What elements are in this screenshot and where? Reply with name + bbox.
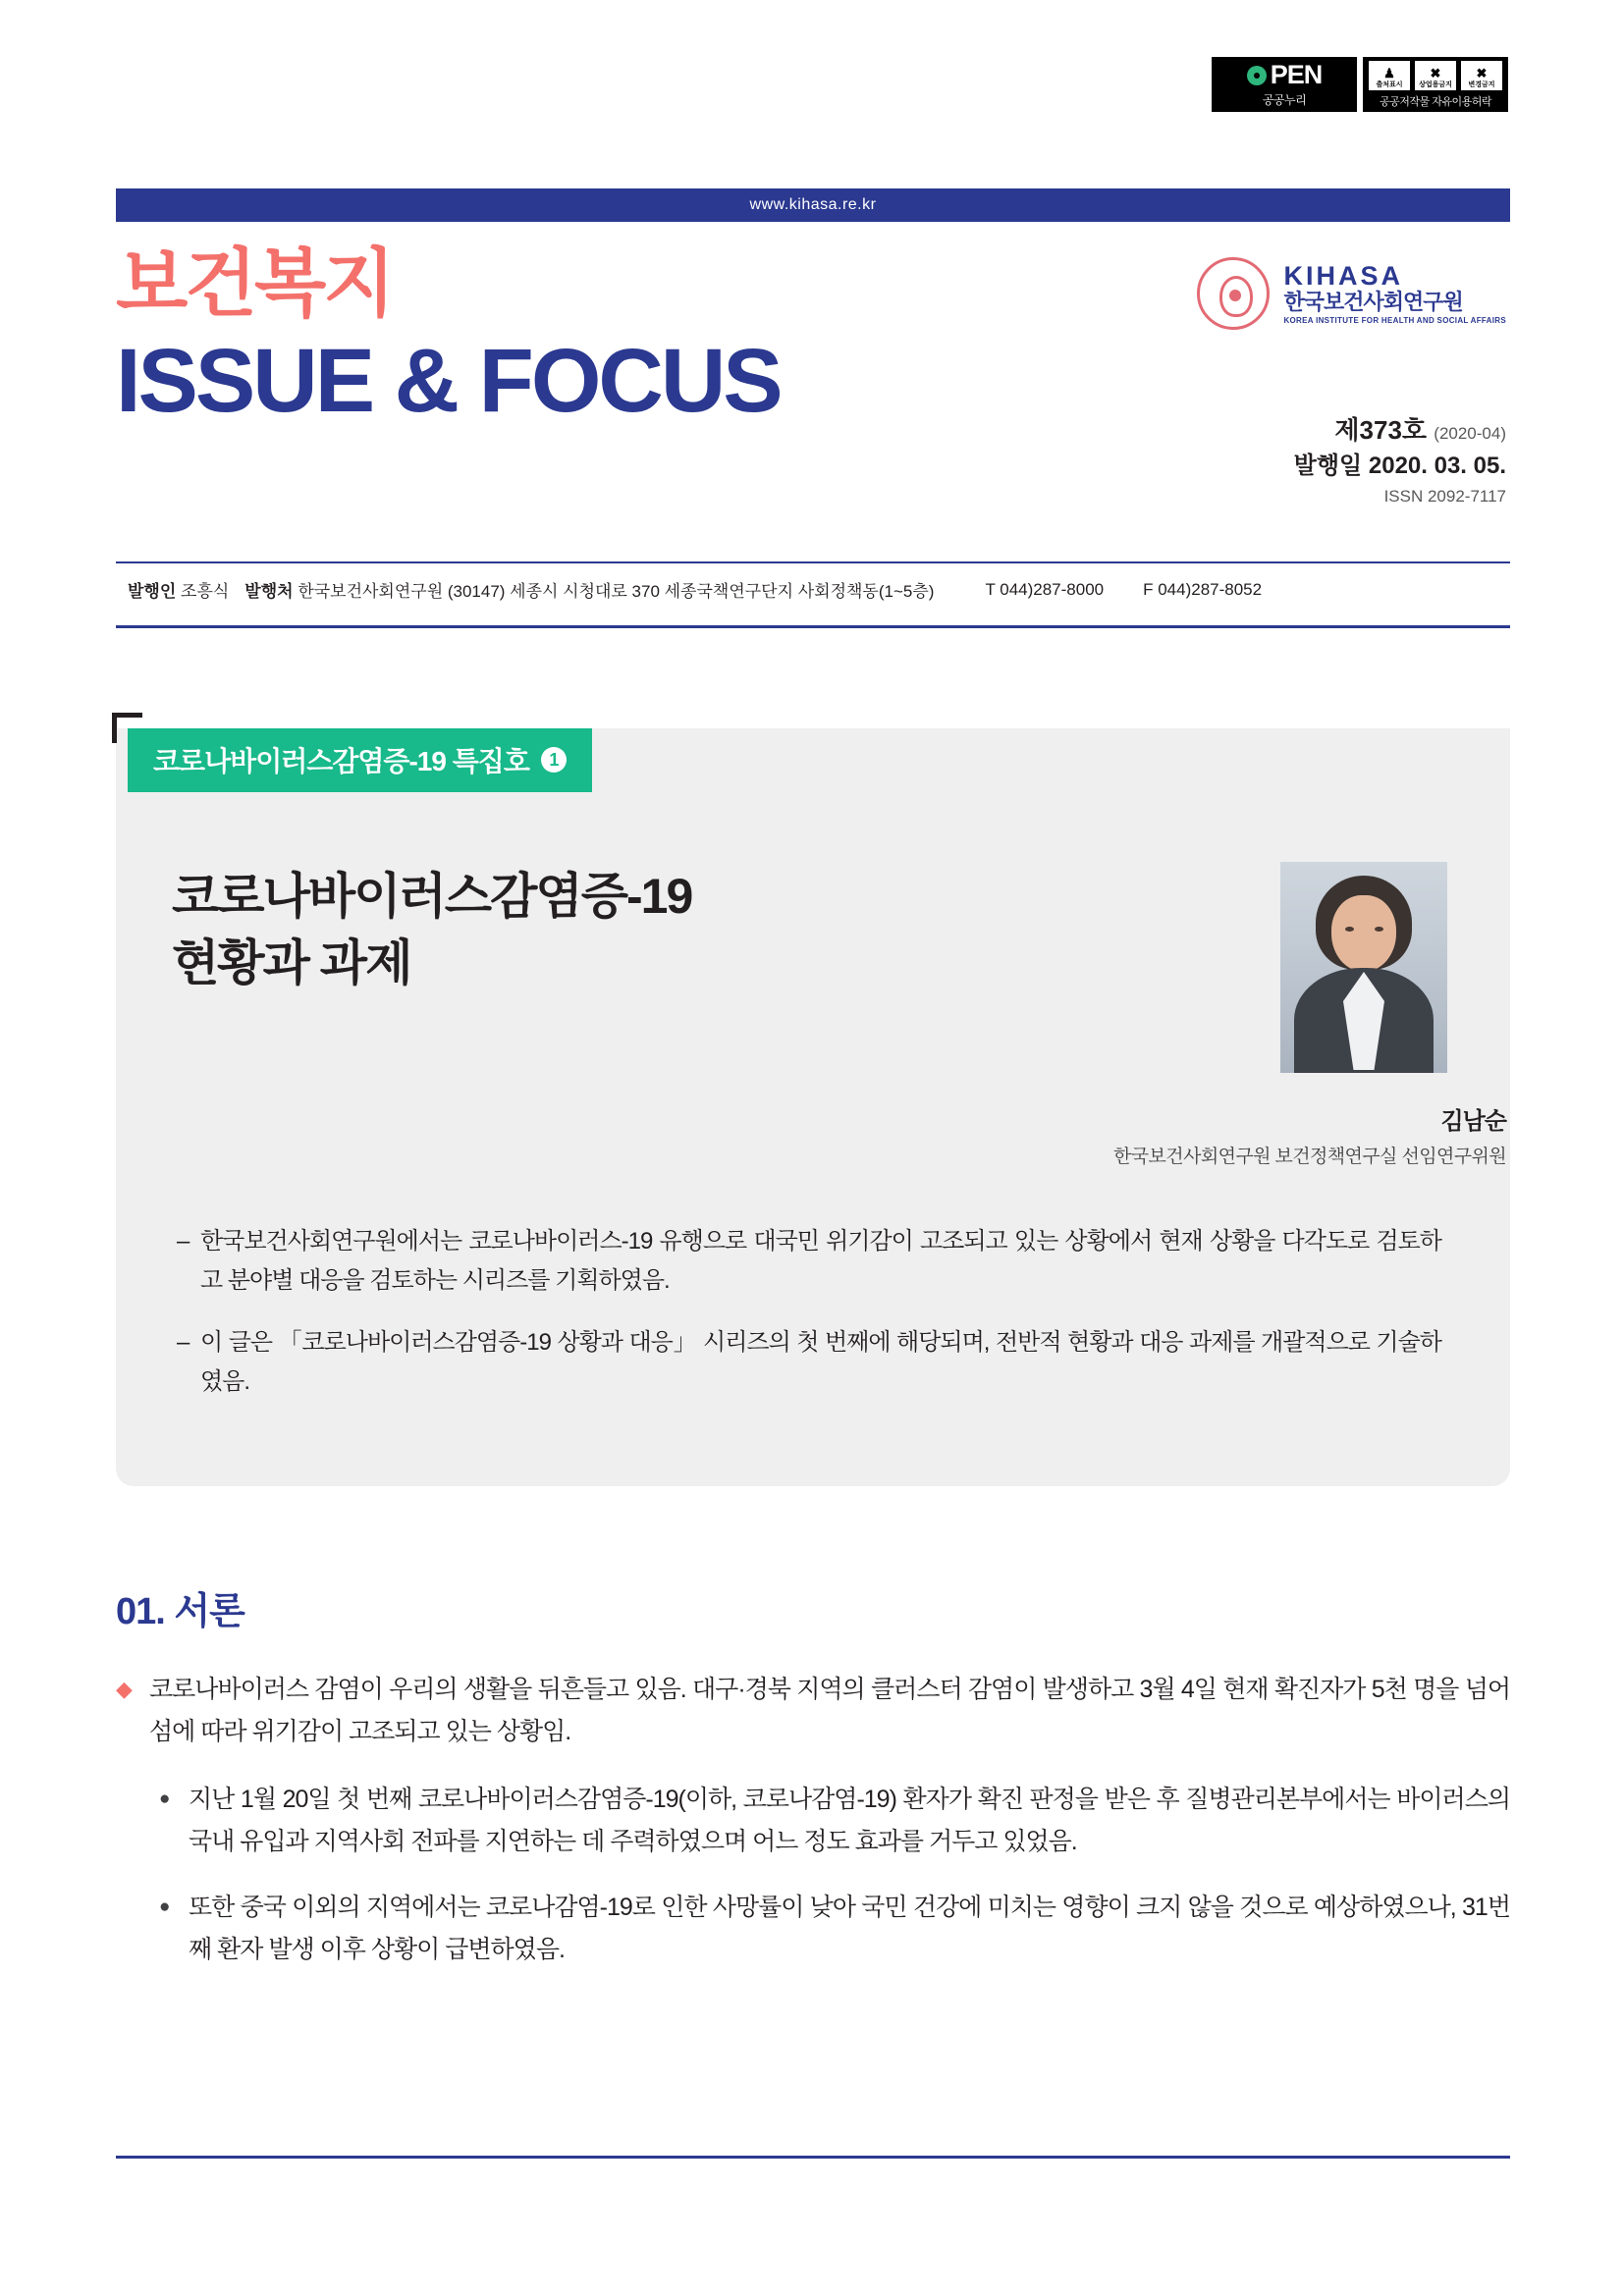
kihasa-name-en: KIHASA [1283, 260, 1403, 291]
portrait-face [1331, 895, 1396, 972]
kogl-icon-row [1369, 61, 1502, 90]
office-segment [244, 577, 934, 602]
open-label: PEN [1270, 60, 1323, 89]
issue-number-sub: (2020-04) [1434, 424, 1506, 443]
telephone: T 044)287-8000 [985, 579, 1105, 599]
footer-rule [116, 2156, 1510, 2159]
attribution-label: 출처표시 [1376, 81, 1403, 88]
issue-meta [1294, 412, 1506, 509]
no-commercial-label: 상업용금지 [1419, 81, 1452, 88]
issue-number: 제373호 [1334, 415, 1428, 445]
kihasa-name-sub: KOREA INSTITUTE FOR HEALTH AND SOCIAL AFFAIRS [1283, 316, 1506, 326]
author-byline [1113, 1101, 1506, 1168]
special-issue-tag [128, 728, 592, 792]
masthead-title-en: ISSUE & FOCUS [116, 331, 781, 431]
hero-summary-list [177, 1222, 1441, 1423]
kihasa-logo [1197, 257, 1506, 330]
publisher-rule-top [116, 561, 1510, 563]
publisher-name: 조흥식 [181, 582, 230, 601]
hero-summary-text: 한국보건사회연구원에서는 코로나바이러스-19 유행으로 대국민 위기감이 고조되고 있는 상황에서 현재 상황을 다각도로 검토하고 분야별 대응을 검토하는 시리즈를 기획하였음. [200, 1228, 1441, 1295]
no-derivative-icon [1461, 61, 1502, 90]
kihasa-logotype [1283, 262, 1506, 326]
body-paragraph-text: 지난 1월 20일 첫 번째 코로나바이러스감염증-19(이하, 코로나감염-19) 환자가 확진 판정을 받은 후 질병관리본부에서는 바이러스의 국내 유입과 지역사회 전파를 지연하는 데 주력하였으며 어느 정도 효과를 거두고 있었음. [189, 1786, 1510, 1855]
issue-date-row [1294, 450, 1506, 484]
open-license-mark [1212, 57, 1357, 112]
no-derivative-label: 변경금지 [1468, 81, 1495, 88]
body-paragraph-text: 코로나바이러스 감염이 우리의 생활을 뒤흔들고 있음. 대구·경북 지역의 클러스터 감염이 발생하고 3월 4일 현재 확진자가 5천 명을 넘어섬에 따라 위기감이 고조되고 있는 상황임. [149, 1676, 1511, 1745]
issue-date-value: 2020. 03. 05. [1368, 452, 1506, 479]
hero-summary-item [177, 1323, 1441, 1403]
kihasa-name-ko: 한국보건사회연구원 [1283, 290, 1463, 315]
kogl-caption: 공공저작물 자유이용허락 [1380, 96, 1491, 108]
kihasa-symbol-icon [1197, 257, 1270, 330]
website-url: www.kihasa.re.kr [749, 196, 877, 213]
section-heading: 01. 서론 [116, 1591, 244, 1632]
open-label-row [1247, 62, 1323, 88]
author-affiliation: 한국보건사회연구원 보건정책연구실 선임연구위원 [1113, 1147, 1506, 1167]
kogl-badge [1212, 57, 1508, 112]
special-issue-badge: 1 [541, 747, 567, 773]
publisher-label: 발행인 [128, 582, 177, 601]
open-caption: 공공누리 [1262, 93, 1307, 107]
publisher-segment [128, 577, 229, 602]
body-paragraph-level2 [159, 1779, 1510, 1863]
no-derivative-glyph: ✖ [1476, 66, 1488, 80]
hero-dash-marker: – [177, 1328, 189, 1356]
portrait-eye-left [1345, 927, 1354, 932]
open-circle-icon [1247, 66, 1267, 85]
author-photo [1280, 862, 1447, 1073]
issue-number-row [1294, 412, 1506, 450]
portrait-eye-right [1375, 927, 1383, 932]
diamond-bullet-icon: ◆ [116, 1677, 133, 1701]
author-name: 김남순 [1440, 1108, 1506, 1135]
body-paragraph-text: 또한 중국 이외의 지역에서는 코로나감염-19로 인한 사망률이 낮아 국민 건강에 미치는 영향이 크지 않을 것으로 예상하였으나, 31번째 환자 발생 이후 상황이 급변하였음. [189, 1894, 1510, 1963]
kogl-conditions [1363, 57, 1508, 112]
publisher-rule-bottom [116, 625, 1510, 628]
body-paragraph-level2 [159, 1887, 1510, 1971]
no-commercial-icon [1415, 61, 1456, 90]
attribution-glyph: ♟ [1383, 66, 1395, 80]
hero-summary-text: 이 글은 「코로나바이러스감염증-19 상황과 대응」 시리즈의 첫 번째에 해당되며, 전반적 현황과 대응 과제를 개괄적으로 기술하였음. [200, 1328, 1441, 1395]
office-label: 발행처 [244, 582, 294, 601]
special-issue-label: 코로나바이러스감염증-19 특집호 [153, 746, 529, 776]
article-title-line2: 현황과 과제 [172, 934, 411, 990]
attribution-icon [1369, 61, 1410, 90]
masthead-title-ko: 보건복지 [116, 242, 393, 326]
publisher-info [128, 577, 1502, 602]
dot-bullet-icon: ● [159, 1896, 171, 1917]
article-title-line1: 코로나바이러스감염증-19 [172, 869, 692, 924]
fax-number: F 044)287-8052 [1143, 579, 1263, 599]
issue-date-label: 발행일 [1293, 452, 1363, 479]
section-body [116, 1669, 1510, 1995]
issue-issn: ISSN 2092-7117 [1383, 487, 1506, 507]
hero-summary-item [177, 1222, 1441, 1302]
hero-dash-marker: – [177, 1228, 189, 1255]
dot-bullet-icon: ● [159, 1789, 171, 1809]
body-paragraph-level1 [116, 1669, 1510, 1753]
office-value: 한국보건사회연구원 (30147) 세종시 시청대로 370 세종국책연구단지 사회정책동(1~5층) [298, 582, 935, 601]
article-title [172, 864, 691, 996]
website-url-bar [116, 188, 1510, 222]
no-commercial-glyph: ✖ [1430, 66, 1441, 80]
